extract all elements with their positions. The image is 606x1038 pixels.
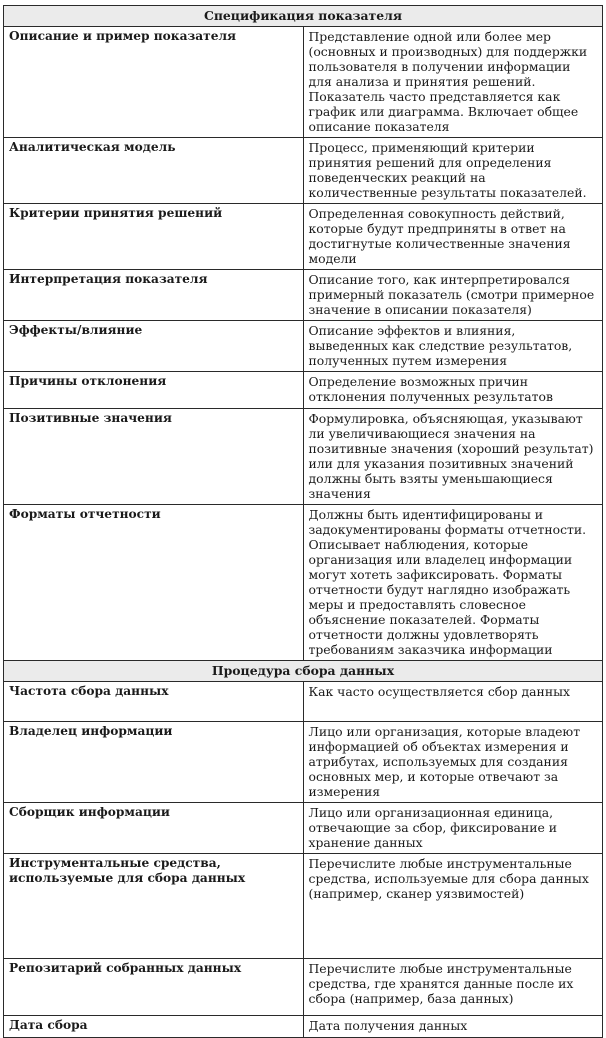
table-row [4,959,603,1016]
row-label: Сборщик информации [4,803,304,854]
table-row [4,204,603,270]
row-text: Определение возможных причин отклонения полученных результатов [303,372,603,409]
section-header-row [4,6,603,27]
row-label: Позитивные значения [4,409,304,505]
row-text: Представление одной или более мер (основных и производных) для поддержки пользователя в получении информации для анализа и принятия решений. Показатель часто представляется как график или диаграмма. Включает общее описание показателя [303,27,603,138]
row-label: Аналитическая модель [4,138,304,204]
row-text: Определенная совокупность действий, которые будут предприняты в ответ на достигнутые количественные значения модели [303,204,603,270]
row-label: Критерии принятия решений [4,204,304,270]
table-row [4,682,603,722]
row-text: Перечислите любые инструментальные средства, где хранятся данные после их сбора (например, база данных) [303,959,603,1016]
row-label: Описание и пример показателя [4,27,304,138]
row-label: Частота сбора данных [4,682,304,722]
table-row [4,803,603,854]
row-text: Лицо или организационная единица, отвечающие за сбор, фиксирование и хранение данных [303,803,603,854]
row-text: Дата получения данных [303,1016,603,1038]
table-row [4,321,603,372]
row-label: Эффекты/влияние [4,321,304,372]
row-label: Владелец информации [4,722,304,803]
section-header-row [4,661,603,682]
indicator-spec-table [3,5,603,1038]
table-row [4,270,603,321]
table-row [4,138,603,204]
row-text: Должны быть идентифицированы и задокументированы форматы отчетности. Описывает наблюдения, которые организация или владелец информации могут хотеть зафиксировать. Форматы отчетности будут наглядно изображать меры и предоставлять словесное объяснение показателей. Форматы отчетности должны удовлетворять требованиям заказчика информации [303,505,603,661]
row-label: Репозитарий собранных данных [4,959,304,1016]
row-label: Интерпретация показателя [4,270,304,321]
table-row [4,505,603,661]
section-title: Спецификация показателя [4,6,603,27]
table-row [4,27,603,138]
table-row [4,409,603,505]
row-text: Как часто осуществляется сбор данных [303,682,603,722]
table-row [4,372,603,409]
table-row [4,854,603,959]
row-text: Процесс, применяющий критерии принятия решений для определения поведенческих реакций на количественные результаты показателей. [303,138,603,204]
row-label: Причины отклонения [4,372,304,409]
table-row [4,722,603,803]
row-label: Инструментальные средства, используемые для сбора данных [4,854,304,959]
row-text: Лицо или организация, которые владеют информацией об объектах измерения и атрибутах, используемых для создания основных мер, и которые отвечают за измерения [303,722,603,803]
row-text: Формулировка, объясняющая, указывают ли увеличивающиеся значения на позитивные значения (хороший результат) или для указания позитивных значений должны быть взяты уменьшающиеся значения [303,409,603,505]
section-title: Процедура сбора данных [4,661,603,682]
row-text: Перечислите любые инструментальные средства, используемые для сбора данных (например, сканер уязвимостей) [303,854,603,959]
table-row [4,1016,603,1038]
row-label: Дата сбора [4,1016,304,1038]
row-label: Форматы отчетности [4,505,304,661]
row-text: Описание эффектов и влияния, выведенных как следствие результатов, полученных путем измерения [303,321,603,372]
row-text: Описание того, как интерпретировался примерный показатель (смотри примерное значение в описании показателя) [303,270,603,321]
